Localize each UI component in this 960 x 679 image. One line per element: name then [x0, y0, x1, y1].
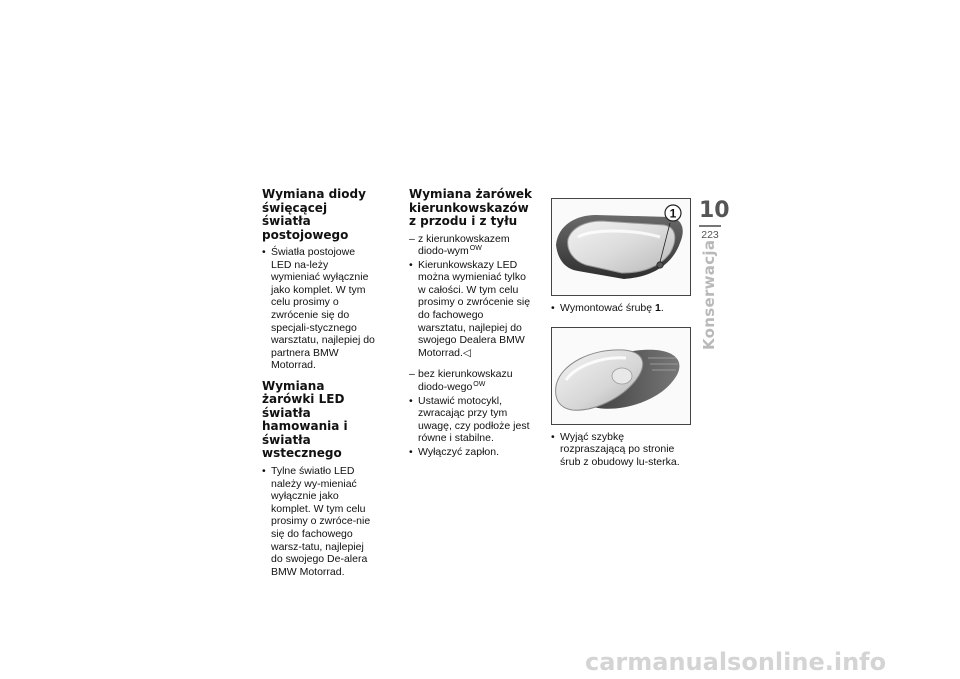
list-item: • Ustawić motocykl, zwracając przy tym uwagę, czy podłoże jest równe i stabilne.	[409, 395, 534, 445]
spacer	[409, 360, 534, 368]
list-item-bulb-variant	[409, 368, 534, 393]
heading-turn-signals: Wymiana żarówek kierunkowskazów z przodu i z tyłu	[409, 187, 533, 228]
list-item-text: z kierunkowskazem diodo-wym	[418, 232, 510, 258]
list-item-text: bez kierunkowskazu diodo-wego	[418, 368, 513, 394]
option-mark: OW	[473, 381, 486, 389]
heading-brake-light: Wymiana żarówki LED światła hamowania i światła wstecznego	[262, 378, 348, 461]
section-brake-light	[262, 380, 377, 578]
chapter-divider	[699, 225, 721, 227]
list-parking-light	[262, 246, 377, 372]
column-left	[262, 188, 377, 579]
photo-mirror-screw	[551, 198, 691, 296]
callout-number: 1	[669, 206, 677, 221]
list-item: • Wyłączyć zapłon.	[409, 446, 534, 459]
lens-removal-illustration	[552, 328, 690, 424]
chapter-title: Konserwacja	[700, 239, 718, 350]
list-brake-light	[262, 465, 377, 578]
step-text: Wymontować śrubę	[560, 302, 656, 314]
mirror-screw-illustration	[552, 199, 690, 295]
watermark: carmanualsonline.info	[585, 648, 887, 676]
photo-lens-removal	[551, 327, 691, 425]
column-right	[551, 0, 691, 469]
list-item: • Tylne światło LED należy wy-mieniać wyłącznie jako komplet. W tym celu prosimy o zwróce-nie się do fachowego warsz-tatu, najlepiej do swojego De-alera BMW Motorrad.	[262, 465, 377, 578]
screw-reference: 1	[655, 302, 661, 314]
page-number: 223	[701, 229, 719, 241]
list-turn-signals	[409, 233, 534, 360]
list-item-remove-screw	[551, 302, 691, 315]
column-middle	[409, 188, 534, 460]
list-item: • Światła postojowe LED na-leży wymieniać wyłącznie jako komplet. W tym celu prosimy o zwrócenie się do specjali-stycznego warsztatu, najlepiej do partnera BMW Motorrad.	[262, 246, 377, 372]
list-item-remove-lens: • Wyjąć szybkę rozpraszającą po stronie śrub z obudowy lu-sterka.	[551, 431, 691, 469]
list-step-2	[551, 431, 691, 469]
list-item: • Kierunkowskazy LED można wymieniać tylko w całości. W tym celu prosimy o zwrócenie się do fachowego warsztatu, najlepiej do swojego Dealera BMW Motorrad.◁	[409, 259, 534, 360]
chapter-number: 10	[699, 198, 730, 223]
step-end: .	[660, 302, 664, 314]
list-turn-signals-bulb	[409, 368, 534, 458]
heading-parking-light: Wymiana diody święcącej światła postojowego	[262, 187, 366, 242]
list-item-led-variant	[409, 233, 534, 258]
section-parking-light	[262, 188, 377, 372]
list-step-1	[551, 302, 691, 315]
option-mark: OW	[469, 245, 482, 253]
